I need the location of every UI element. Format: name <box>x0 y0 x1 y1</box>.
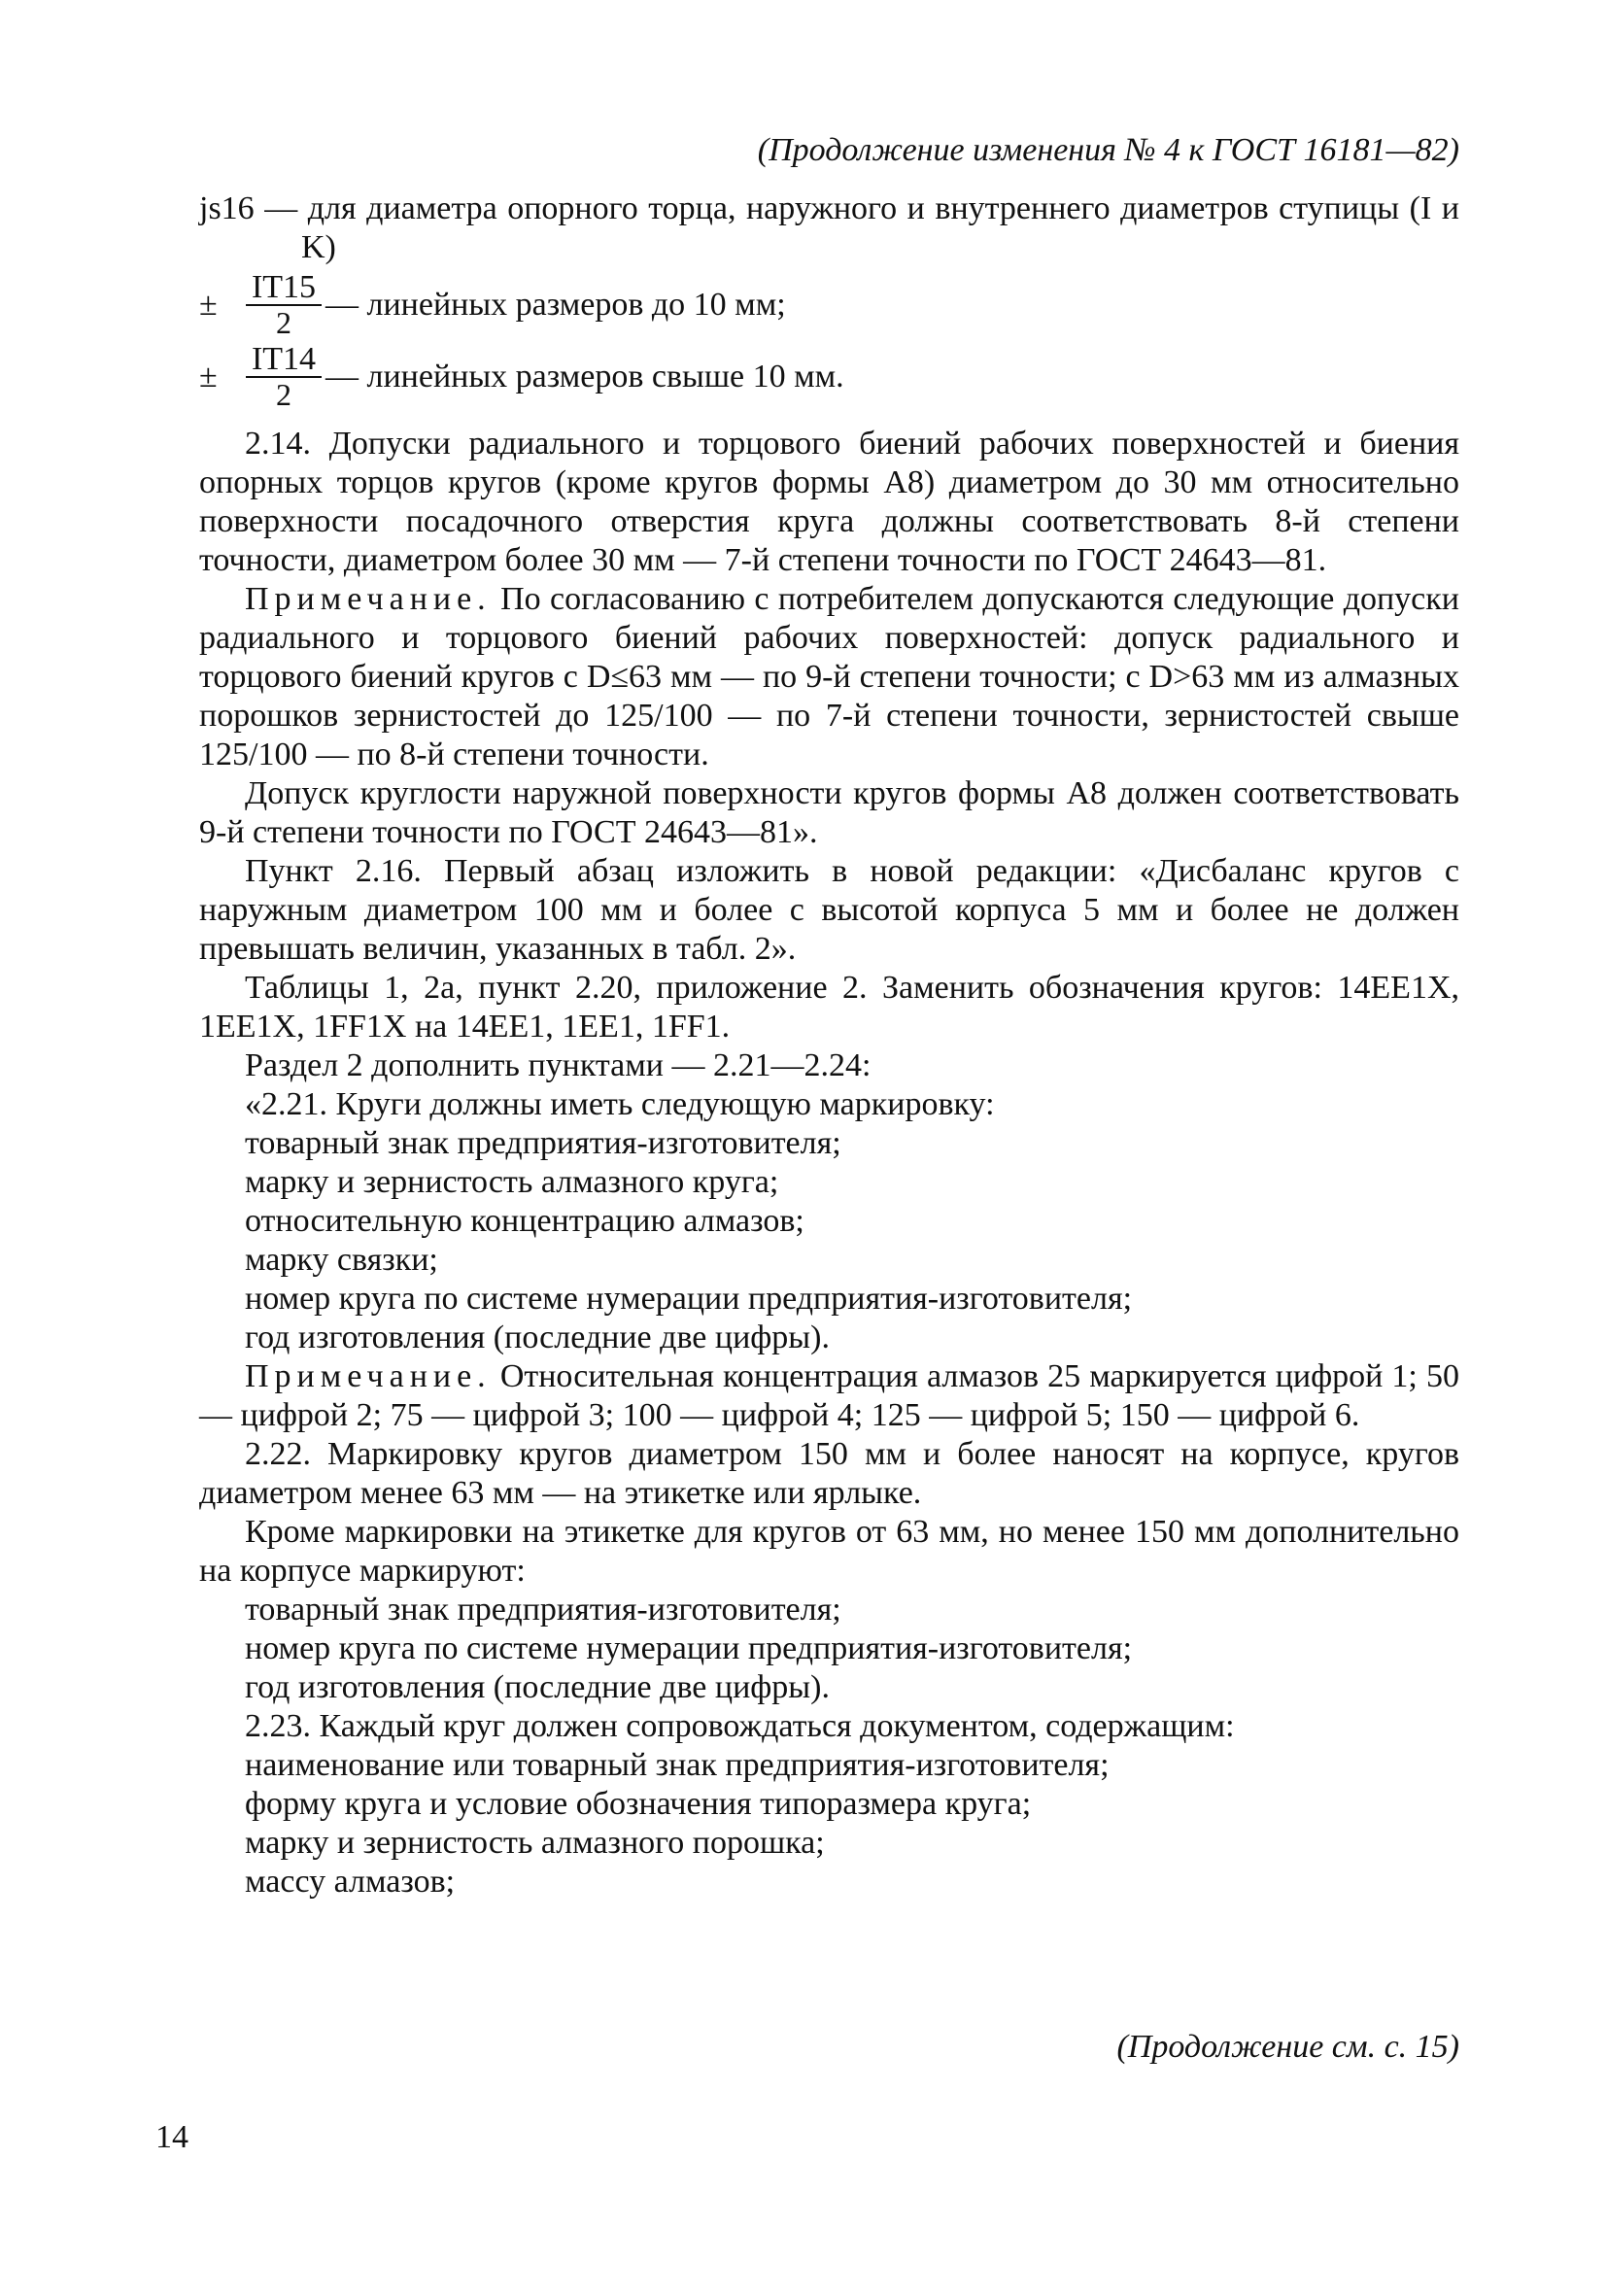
paragraph-extra-marking: Кроме маркировки на этикетке для кругов от 63 мм, но менее 150 мм дополнительно на корпусе маркируют: <box>199 1514 1459 1589</box>
tolerance-line-it14 <box>199 343 1459 411</box>
fraction-numerator: IT14 <box>246 343 322 378</box>
extra-marking-item: год изготовления (последние две цифры). <box>245 1669 830 1705</box>
paragraph-roundness: Допуск круглости наружной поверхности кругов формы А8 должен соответствовать 9-й степени точности по ГОСТ 24643—81». <box>199 775 1459 850</box>
page-header: (Продолжение изменения № 4 к ГОСТ 16181—82) <box>757 132 1459 168</box>
paragraph-2-16: Пункт 2.16. Первый абзац изложить в новой редакции: «Дисбаланс кругов с наружным диаметром 100 мм и более с высотой корпуса 5 мм и более не должен превышать величин, указанных в табл. 2». <box>199 853 1459 967</box>
paragraph-2-14: 2.14. Допуски радиального и торцового биений рабочих поверхностей и биения опорных торцов кругов (кроме кругов формы А8) диаметром до 30 мм относительно поверхности посадочного отверстия круга должны соответствовать 8-й степени точности, диаметром более 30 мм — 7-й степени точности по ГОСТ 24643—81. <box>199 426 1459 578</box>
marking-item: год изготовления (последние две цифры). <box>245 1319 830 1355</box>
paragraph-2-21: «2.21. Круги должны иметь следующую маркировку: <box>245 1086 995 1122</box>
marking-item: номер круга по системе нумерации предприятия-изготовителя; <box>245 1281 1133 1317</box>
document-item: наименование или товарный знак предприятия-изготовителя; <box>245 1747 1110 1783</box>
extra-marking-item: номер круга по системе нумерации предприятия-изготовителя; <box>245 1630 1133 1666</box>
note-1 <box>199 580 1459 774</box>
tolerance-text: — линейных размеров до 10 мм; <box>325 287 786 323</box>
page-number: 14 <box>155 2119 188 2155</box>
paragraph-section-2: Раздел 2 дополнить пунктами — 2.21—2.24: <box>245 1047 872 1083</box>
marking-item: марку и зернистость алмазного круга; <box>245 1164 779 1200</box>
paragraph-2-22: 2.22. Маркировку кругов диаметром 150 мм и более наносят на корпусе, кругов диаметром менее 63 мм — на этикетке или ярлыке. <box>199 1436 1459 1511</box>
plus-minus-sign: ± <box>199 359 218 394</box>
continuation-note: (Продолжение см. с. 15) <box>1116 2029 1459 2065</box>
fraction-numerator: IT15 <box>246 271 322 306</box>
fraction-denominator: 2 <box>276 305 291 340</box>
fraction-it15 <box>246 271 322 339</box>
document-item: форму круга и условие обозначения типоразмера круга; <box>245 1786 1032 1822</box>
tolerance-line-it15 <box>199 271 1459 339</box>
paragraph-tables: Таблицы 1, 2а, пункт 2.20, приложение 2. Заменить обозначения кругов: 14EE1X, 1EE1X, 1FF1X на 14EE1, 1EE1, 1FF1. <box>199 970 1459 1045</box>
note-label: Примечание. <box>245 1358 492 1394</box>
js16-line: js16 — для диаметра опорного торца, наружного и внутреннего диаметров ступицы (I и K) <box>199 190 1459 265</box>
document-item: массу алмазов; <box>245 1864 456 1900</box>
note-text: По согласованию с потребителем допускаются следующие допуски радиального и торцового биений рабочих поверхностей: допуск радиального и торцового биений кругов с D≤63 мм — по 9-й степени точности; с D>63 мм из алмазных порошков зернистостей до 125/100 — по 7-й степени точности, зернистостей свыше 125/100 — по 8-й степени точности. <box>199 581 1459 772</box>
marking-item: товарный знак предприятия-изготовителя; <box>245 1125 841 1161</box>
note-text: Относительная концентрация алмазов 25 маркируется цифрой 1; 50 — цифрой 2; 75 — цифрой 3; 100 — цифрой 4; 125 — цифрой 5; 150 — цифрой 6. <box>199 1358 1459 1433</box>
document-item: марку и зернистость алмазного порошка; <box>245 1825 825 1861</box>
marking-item: относительную концентрацию алмазов; <box>245 1203 804 1239</box>
paragraph-2-23: 2.23. Каждый круг должен сопровождаться документом, содержащим: <box>245 1708 1235 1744</box>
fraction-it14 <box>246 343 322 411</box>
extra-marking-item: товарный знак предприятия-изготовителя; <box>245 1592 841 1628</box>
note-2 <box>199 1357 1459 1435</box>
tolerance-text: — линейных размеров свыше 10 мм. <box>325 359 844 394</box>
note-label: Примечание. <box>245 581 492 617</box>
marking-item: марку связки; <box>245 1242 438 1278</box>
plus-minus-sign: ± <box>199 287 218 323</box>
fraction-denominator: 2 <box>276 377 291 412</box>
